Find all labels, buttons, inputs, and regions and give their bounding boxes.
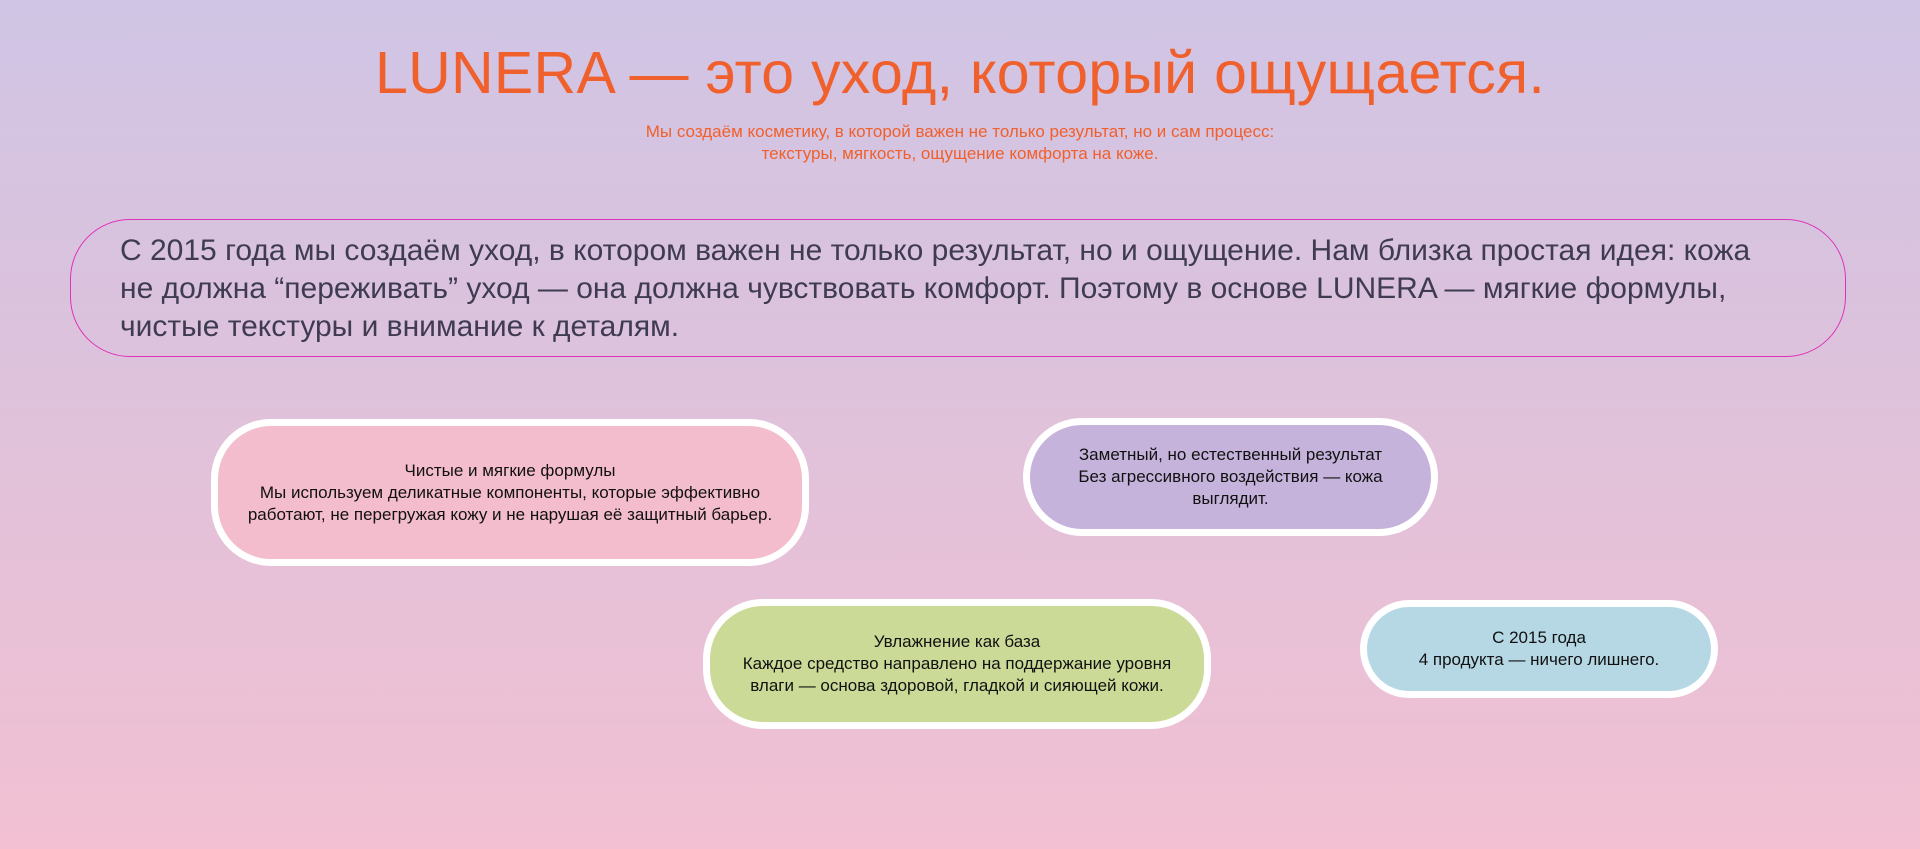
feature-title: Заметный, но естественный результат [1078, 445, 1383, 464]
feature-title: Увлажнение как база [873, 632, 1041, 651]
intro-text-block [70, 219, 1846, 357]
feature-text: Мы используем деликатные компоненты, которые эффективно работают, не перегружая кожу и не нарушая её защитный барьер. [247, 482, 773, 524]
feature-card-formulas [211, 419, 809, 566]
page-title: LUNERA — это уход, который ощущается. [374, 40, 1546, 106]
intro-text: С 2015 года мы создаём уход, в котором важен не только результат, но и ощущение. Нам близка простая идея: кожа не должна “переживать” уход — она должна чувствовать комфорт. Поэтому в основе LUNERA — мягкие формулы, чистые текстуры и внимание к деталям. [120, 234, 1751, 343]
page-subtitle: Мы создаём косметику, в которой важен не только результат, но и сам процесс: текстуры, мягкость, ощущение комфорта на коже. [645, 122, 1275, 163]
feature-text: Каждое средство направлено на поддержание уровня влаги — основа здоровой, гладкой и сияющей кожи. [742, 654, 1172, 695]
feature-text: 4 продукта — ничего лишнего. [1418, 650, 1660, 669]
feature-card-hydration [703, 599, 1211, 729]
feature-card-since [1360, 600, 1718, 698]
hero-section [0, 35, 1920, 165]
feature-text: Без агрессивного воздействия — кожа выглядит. [1078, 467, 1383, 508]
feature-title: Чистые и мягкие формулы [404, 460, 616, 480]
feature-card-result [1023, 418, 1438, 536]
feature-title: С 2015 года [1492, 628, 1586, 647]
